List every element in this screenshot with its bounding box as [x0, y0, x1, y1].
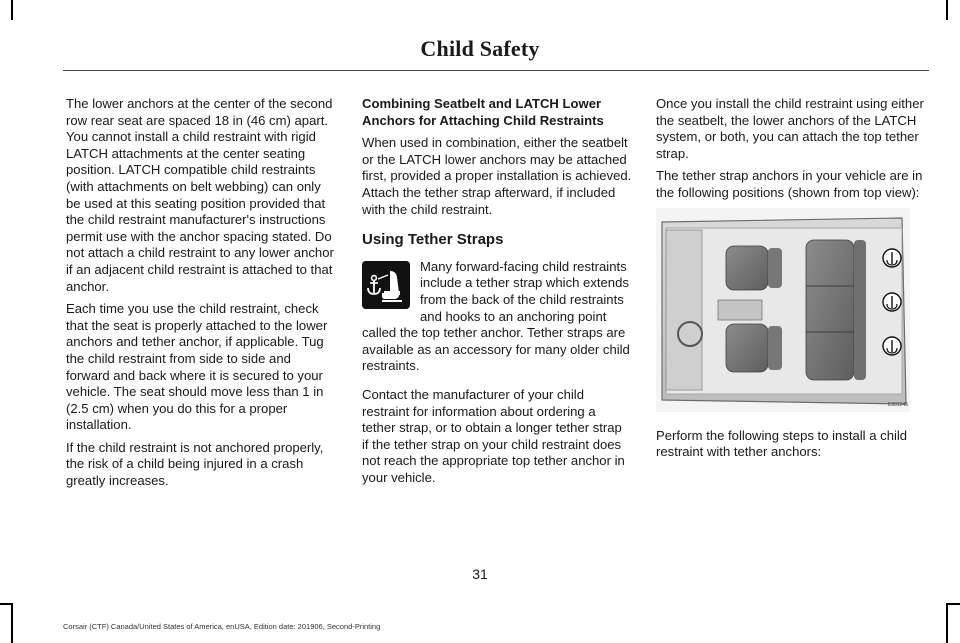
figure-code: E301245: [888, 401, 909, 408]
column-left: [66, 96, 338, 496]
document-footer: Corsair (CTF) Canada/United States of America, enUSA, Edition date: 201906, Second-Printing: [63, 622, 381, 631]
paragraph: The tether strap anchors in your vehicle are in the following positions (shown from top view):: [656, 168, 923, 200]
page-number: 31: [472, 566, 488, 582]
subheading-combining-anchors: Combining Seatbelt and LATCH Lower Anchors for Attaching Child Restraints: [362, 96, 604, 128]
vehicle-top-view-figure: [656, 208, 910, 412]
column-middle: [362, 96, 632, 492]
tether-block: [362, 259, 632, 375]
paragraph: Perform the following steps to install a child restraint with tether anchors:: [656, 427, 908, 460]
paragraph: Each time you use the child restraint, check that the seat is properly attached to the lower anchors and tether anchor, if applicable. Tug the child restraint from side to side and forward and back where it is secured to your vehicle. The seat should move less than 1 in (2.5 cm) when you do this for a proper installation.: [66, 301, 328, 433]
crop-mark: [946, 0, 948, 20]
paragraph: When used in combination, either the seatbelt or the LATCH lower anchors may be attached first, provided a proper installation is achieved. Attach the tether strap afterward, if included with the child restraint.: [362, 135, 632, 217]
header-divider: [63, 70, 929, 71]
paragraph: If the child restraint is not anchored properly, the risk of a child being injured in a crash greatly increases.: [66, 439, 324, 489]
anchor-icon: [883, 293, 901, 311]
crop-mark: [946, 603, 948, 643]
anchor-icon: [883, 249, 901, 267]
crop-mark: [946, 603, 960, 605]
paragraph: Many forward-facing child restraints include a tether strap which extends from the back of the child restraints and hooks to an anchoring point called the top tether anchor. Tether straps are available as an accessory for many older child restraints.: [362, 258, 630, 374]
page-title: Child Safety: [420, 36, 540, 61]
paragraph: Once you install the child restraint using either the seatbelt, the lower anchors of the LATCH system, or both, you can attach the top tether strap.: [656, 96, 924, 161]
vehicle-top-view-illustration: [656, 208, 910, 412]
crop-mark: [11, 0, 13, 20]
paragraph: The lower anchors at the center of the second row rear seat are spaced 18 in (46 cm) apart. You cannot install a child restraint with rigid LATCH attachments at the center seating position. LATCH compatible child restraints (with attachments on belt webbing) can only be used at this seating position provided that the child restraint manufacturer's instructions permit use with the anchor spacing stated. Do not attach a child restraint to any lower anchor if an adjacent child restraint is attached to that anchor.: [66, 96, 334, 294]
anchor-icon: [883, 337, 901, 355]
paragraph: Contact the manufacturer of your child restraint for information about ordering a tether strap, or to obtain a longer tether strap if the tether strap on your child restraint does not reach the appropriate top tether anchor in your vehicle.: [362, 386, 625, 485]
section-heading-tether-straps: Using Tether Straps: [362, 231, 504, 249]
crop-mark: [0, 603, 13, 605]
tether-anchor-icon: [362, 261, 410, 309]
column-right: [656, 96, 928, 467]
crop-mark: [11, 603, 13, 643]
